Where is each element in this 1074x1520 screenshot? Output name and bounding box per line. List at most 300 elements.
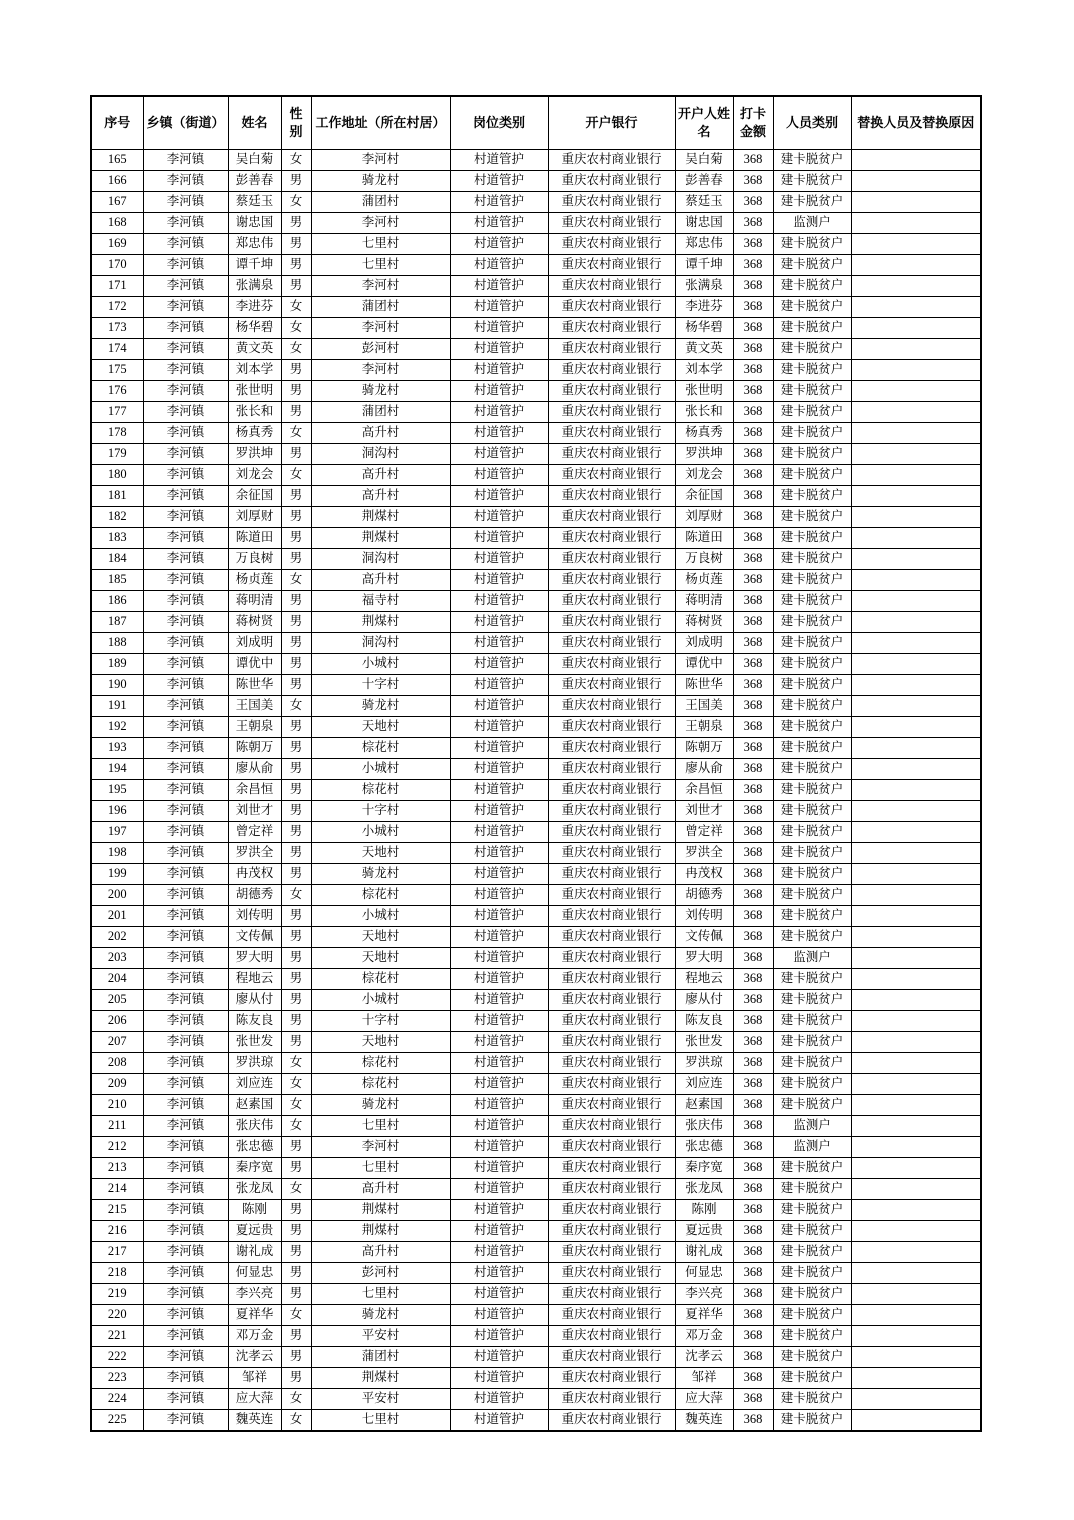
- table-cell: 杨真秀: [228, 422, 281, 443]
- table-cell: 李河村: [311, 275, 450, 296]
- table-cell: 蒲团村: [311, 401, 450, 422]
- table-cell: 178: [91, 422, 143, 443]
- table-cell: 村道管护: [450, 275, 548, 296]
- table-cell: 368: [733, 506, 773, 527]
- table-cell: 七里村: [311, 1157, 450, 1178]
- table-cell: 廖从付: [675, 989, 733, 1010]
- table-cell: 张忠德: [228, 1136, 281, 1157]
- table-row: [91, 569, 981, 590]
- table-cell: 368: [733, 611, 773, 632]
- table-cell: 张满泉: [228, 275, 281, 296]
- table-cell: 廖从付: [228, 989, 281, 1010]
- table-row: [91, 548, 981, 569]
- column-header: 打卡金额: [733, 96, 773, 149]
- table-cell: [851, 422, 981, 443]
- table-cell: 李河村: [311, 149, 450, 170]
- table-cell: 重庆农村商业银行: [548, 296, 675, 317]
- table-cell: 罗洪琼: [228, 1052, 281, 1073]
- table-cell: 194: [91, 758, 143, 779]
- table-cell: 蔡廷玉: [228, 191, 281, 212]
- table-cell: 建卡脱贫户: [773, 1010, 851, 1031]
- table-cell: 368: [733, 275, 773, 296]
- table-cell: 男: [281, 716, 311, 737]
- table-cell: 陈道田: [228, 527, 281, 548]
- table-cell: 重庆农村商业银行: [548, 1157, 675, 1178]
- table-cell: 183: [91, 527, 143, 548]
- table-cell: 村道管护: [450, 611, 548, 632]
- table-cell: 男: [281, 233, 311, 254]
- table-cell: 建卡脱贫户: [773, 338, 851, 359]
- table-cell: 190: [91, 674, 143, 695]
- table-cell: 李河镇: [143, 926, 228, 947]
- table-cell: 重庆农村商业银行: [548, 947, 675, 968]
- table-cell: 李河镇: [143, 737, 228, 758]
- table-cell: [851, 359, 981, 380]
- table-cell: 215: [91, 1199, 143, 1220]
- table-cell: 368: [733, 1346, 773, 1367]
- table-row: [91, 1388, 981, 1409]
- table-cell: [851, 653, 981, 674]
- table-cell: 天地村: [311, 1031, 450, 1052]
- table-cell: 李河镇: [143, 569, 228, 590]
- table-cell: 张世明: [228, 380, 281, 401]
- table-cell: 文传佩: [675, 926, 733, 947]
- table-cell: 刘应连: [675, 1073, 733, 1094]
- table-cell: 男: [281, 1241, 311, 1262]
- table-cell: 王国美: [228, 695, 281, 716]
- table-cell: 村道管护: [450, 170, 548, 191]
- table-cell: 村道管护: [450, 1178, 548, 1199]
- table-cell: 棕花村: [311, 737, 450, 758]
- table-cell: 368: [733, 800, 773, 821]
- table-cell: 368: [733, 569, 773, 590]
- table-cell: 193: [91, 737, 143, 758]
- table-cell: 建卡脱贫户: [773, 170, 851, 191]
- table-cell: 杨贞莲: [675, 569, 733, 590]
- table-cell: 何显忠: [228, 1262, 281, 1283]
- table-cell: 建卡脱贫户: [773, 821, 851, 842]
- table-cell: 368: [733, 758, 773, 779]
- table-cell: 368: [733, 1367, 773, 1388]
- table-cell: 李河镇: [143, 1241, 228, 1262]
- table-cell: 368: [733, 191, 773, 212]
- table-cell: 谭优中: [228, 653, 281, 674]
- table-cell: 368: [733, 821, 773, 842]
- table-cell: 村道管护: [450, 527, 548, 548]
- table-cell: [851, 1409, 981, 1431]
- table-cell: 重庆农村商业银行: [548, 569, 675, 590]
- column-header: 岗位类别: [450, 96, 548, 149]
- table-cell: 谢忠国: [228, 212, 281, 233]
- table-row: [91, 1115, 981, 1136]
- table-cell: 骑龙村: [311, 863, 450, 884]
- table-cell: 村道管护: [450, 1283, 548, 1304]
- table-cell: 村道管护: [450, 1094, 548, 1115]
- header-row: [91, 96, 981, 149]
- table-cell: 村道管护: [450, 695, 548, 716]
- table-cell: 368: [733, 779, 773, 800]
- table-cell: 杨华碧: [675, 317, 733, 338]
- table-cell: 368: [733, 1409, 773, 1431]
- table-cell: 蔡廷玉: [675, 191, 733, 212]
- table-cell: 重庆农村商业银行: [548, 380, 675, 401]
- table-cell: 邓万金: [675, 1325, 733, 1346]
- table-cell: 191: [91, 695, 143, 716]
- table-cell: 李河镇: [143, 1409, 228, 1431]
- table-cell: 村道管护: [450, 590, 548, 611]
- table-cell: 女: [281, 191, 311, 212]
- table-cell: 荆煤村: [311, 611, 450, 632]
- table-cell: 建卡脱贫户: [773, 380, 851, 401]
- table-cell: 男: [281, 674, 311, 695]
- table-cell: 建卡脱贫户: [773, 1031, 851, 1052]
- table-cell: 建卡脱贫户: [773, 1304, 851, 1325]
- table-cell: 188: [91, 632, 143, 653]
- table-cell: 368: [733, 1262, 773, 1283]
- table-cell: 郑忠伟: [228, 233, 281, 254]
- table-cell: 208: [91, 1052, 143, 1073]
- table-cell: [851, 1262, 981, 1283]
- table-cell: 建卡脱贫户: [773, 695, 851, 716]
- table-cell: 女: [281, 1388, 311, 1409]
- table-cell: 李河镇: [143, 590, 228, 611]
- table-cell: 221: [91, 1325, 143, 1346]
- table-cell: 重庆农村商业银行: [548, 506, 675, 527]
- table-cell: 秦序宽: [228, 1157, 281, 1178]
- table-cell: 魏英连: [675, 1409, 733, 1431]
- table-cell: 李河镇: [143, 1178, 228, 1199]
- table-cell: 男: [281, 926, 311, 947]
- table-row: [91, 1220, 981, 1241]
- table-cell: 李河镇: [143, 485, 228, 506]
- table-cell: 万良树: [228, 548, 281, 569]
- table-cell: 368: [733, 737, 773, 758]
- table-cell: 福寺村: [311, 590, 450, 611]
- table-cell: 小城村: [311, 905, 450, 926]
- table-cell: 王朝泉: [228, 716, 281, 737]
- table-cell: 彭善春: [675, 170, 733, 191]
- table-cell: 184: [91, 548, 143, 569]
- table-cell: 刘成明: [675, 632, 733, 653]
- column-header: 性别: [281, 96, 311, 149]
- table-cell: [851, 1367, 981, 1388]
- table-cell: 骑龙村: [311, 695, 450, 716]
- table-cell: 建卡脱贫户: [773, 275, 851, 296]
- table-row: [91, 611, 981, 632]
- table-row: [91, 275, 981, 296]
- table-cell: 368: [733, 1052, 773, 1073]
- table-cell: 重庆农村商业银行: [548, 1220, 675, 1241]
- table-cell: [851, 1304, 981, 1325]
- table-cell: 重庆农村商业银行: [548, 1367, 675, 1388]
- table-cell: 天地村: [311, 947, 450, 968]
- table-cell: 182: [91, 506, 143, 527]
- table-cell: 李进芬: [228, 296, 281, 317]
- table-cell: 蒲团村: [311, 296, 450, 317]
- table-cell: 张世明: [675, 380, 733, 401]
- table-row: [91, 1283, 981, 1304]
- table-cell: 七里村: [311, 1115, 450, 1136]
- table-cell: 男: [281, 590, 311, 611]
- table-cell: [851, 1094, 981, 1115]
- table-cell: 李河镇: [143, 1031, 228, 1052]
- table-cell: 368: [733, 632, 773, 653]
- table-cell: 168: [91, 212, 143, 233]
- table-cell: 蒋明清: [228, 590, 281, 611]
- table-cell: 李河镇: [143, 1262, 228, 1283]
- table-cell: 368: [733, 527, 773, 548]
- table-row: [91, 842, 981, 863]
- table-row: [91, 296, 981, 317]
- table-cell: 陈刚: [228, 1199, 281, 1220]
- table-cell: 李兴亮: [675, 1283, 733, 1304]
- table-cell: 195: [91, 779, 143, 800]
- table-cell: 建卡脱贫户: [773, 1367, 851, 1388]
- table-row: [91, 758, 981, 779]
- table-cell: 重庆农村商业银行: [548, 170, 675, 191]
- table-cell: 荆煤村: [311, 1199, 450, 1220]
- table-cell: 刘龙会: [675, 464, 733, 485]
- table-row: [91, 359, 981, 380]
- table-cell: 建卡脱贫户: [773, 1052, 851, 1073]
- table-cell: 张庆伟: [228, 1115, 281, 1136]
- table-cell: 男: [281, 485, 311, 506]
- table-cell: 男: [281, 800, 311, 821]
- table-cell: 建卡脱贫户: [773, 506, 851, 527]
- table-cell: 214: [91, 1178, 143, 1199]
- table-cell: 男: [281, 1283, 311, 1304]
- table-cell: 万良树: [675, 548, 733, 569]
- table-cell: 213: [91, 1157, 143, 1178]
- table-row: [91, 1010, 981, 1031]
- table-cell: 谢礼成: [675, 1241, 733, 1262]
- table-cell: [851, 506, 981, 527]
- table-row: [91, 1409, 981, 1431]
- table-cell: 建卡脱贫户: [773, 422, 851, 443]
- table-cell: 建卡脱贫户: [773, 842, 851, 863]
- table-cell: 村道管护: [450, 1388, 548, 1409]
- table-cell: 李河镇: [143, 800, 228, 821]
- table-row: [91, 674, 981, 695]
- table-cell: 村道管护: [450, 737, 548, 758]
- table-cell: 重庆农村商业银行: [548, 632, 675, 653]
- table-row: [91, 1241, 981, 1262]
- table-cell: 罗洪全: [675, 842, 733, 863]
- table-row: [91, 1325, 981, 1346]
- table-cell: [851, 989, 981, 1010]
- table-cell: 洞沟村: [311, 632, 450, 653]
- table-cell: [851, 464, 981, 485]
- table-cell: 206: [91, 1010, 143, 1031]
- table-cell: [851, 1178, 981, 1199]
- table-cell: 李河镇: [143, 464, 228, 485]
- table-cell: 男: [281, 1367, 311, 1388]
- table-cell: 建卡脱贫户: [773, 632, 851, 653]
- table-cell: 198: [91, 842, 143, 863]
- table-cell: 173: [91, 317, 143, 338]
- table-cell: 男: [281, 1010, 311, 1031]
- table-cell: 建卡脱贫户: [773, 1283, 851, 1304]
- table-cell: 罗大明: [228, 947, 281, 968]
- table-cell: 村道管护: [450, 548, 548, 569]
- table-cell: 李河镇: [143, 632, 228, 653]
- table-cell: 重庆农村商业银行: [548, 821, 675, 842]
- table-cell: 李河镇: [143, 1304, 228, 1325]
- table-cell: 邓万金: [228, 1325, 281, 1346]
- table-cell: 陈友良: [675, 1010, 733, 1031]
- table-cell: 重庆农村商业银行: [548, 485, 675, 506]
- table-cell: 高升村: [311, 1241, 450, 1262]
- table-row: [91, 821, 981, 842]
- table-cell: 陈刚: [675, 1199, 733, 1220]
- table-cell: 冉茂权: [228, 863, 281, 884]
- table-cell: 李河镇: [143, 212, 228, 233]
- table-row: [91, 926, 981, 947]
- table-cell: 李河镇: [143, 359, 228, 380]
- table-cell: 重庆农村商业银行: [548, 800, 675, 821]
- table-cell: 重庆农村商业银行: [548, 443, 675, 464]
- table-cell: 夏远贵: [228, 1220, 281, 1241]
- table-cell: 368: [733, 443, 773, 464]
- table-cell: 村道管护: [450, 1346, 548, 1367]
- table-row: [91, 380, 981, 401]
- table-cell: 211: [91, 1115, 143, 1136]
- table-cell: 廖从俞: [675, 758, 733, 779]
- table-cell: [851, 233, 981, 254]
- table-cell: 368: [733, 359, 773, 380]
- table-cell: 男: [281, 1136, 311, 1157]
- table-cell: 建卡脱贫户: [773, 359, 851, 380]
- table-cell: 建卡脱贫户: [773, 1241, 851, 1262]
- table-cell: [851, 170, 981, 191]
- table-cell: 368: [733, 548, 773, 569]
- table-cell: 建卡脱贫户: [773, 1073, 851, 1094]
- table-cell: 监测户: [773, 1115, 851, 1136]
- table-cell: 368: [733, 1325, 773, 1346]
- table-cell: 村道管护: [450, 191, 548, 212]
- table-cell: 建卡脱贫户: [773, 1178, 851, 1199]
- table-cell: 张世发: [675, 1031, 733, 1052]
- table-cell: 重庆农村商业银行: [548, 149, 675, 170]
- table-cell: 170: [91, 254, 143, 275]
- table-cell: 男: [281, 779, 311, 800]
- table-cell: 368: [733, 338, 773, 359]
- table-cell: 222: [91, 1346, 143, 1367]
- table-cell: 建卡脱贫户: [773, 317, 851, 338]
- table-cell: 368: [733, 716, 773, 737]
- table-cell: 重庆农村商业银行: [548, 1010, 675, 1031]
- table-row: [91, 800, 981, 821]
- table-cell: 男: [281, 380, 311, 401]
- table-cell: 建卡脱贫户: [773, 401, 851, 422]
- table-cell: 李河镇: [143, 1367, 228, 1388]
- table-cell: 村道管护: [450, 947, 548, 968]
- table-cell: 重庆农村商业银行: [548, 758, 675, 779]
- table-cell: 368: [733, 1136, 773, 1157]
- table-cell: 建卡脱贫户: [773, 464, 851, 485]
- table-cell: 李河镇: [143, 1199, 228, 1220]
- table-cell: 男: [281, 212, 311, 233]
- table-cell: 李河镇: [143, 1283, 228, 1304]
- table-cell: 邹祥: [228, 1367, 281, 1388]
- table-cell: 李河镇: [143, 863, 228, 884]
- table-cell: 重庆农村商业银行: [548, 254, 675, 275]
- table-cell: 十字村: [311, 800, 450, 821]
- table-cell: [851, 842, 981, 863]
- table-cell: 176: [91, 380, 143, 401]
- table-cell: 重庆农村商业银行: [548, 359, 675, 380]
- table-cell: [851, 1220, 981, 1241]
- table-cell: [851, 716, 981, 737]
- table-cell: 重庆农村商业银行: [548, 1094, 675, 1115]
- table-cell: 重庆农村商业银行: [548, 674, 675, 695]
- table-cell: 李河镇: [143, 1157, 228, 1178]
- table-cell: 男: [281, 758, 311, 779]
- table-cell: 程地云: [675, 968, 733, 989]
- table-cell: 女: [281, 695, 311, 716]
- table-cell: 186: [91, 590, 143, 611]
- table-cell: 167: [91, 191, 143, 212]
- table-cell: 女: [281, 1409, 311, 1431]
- table-cell: 男: [281, 1157, 311, 1178]
- table-cell: 197: [91, 821, 143, 842]
- table-cell: 175: [91, 359, 143, 380]
- table-cell: 村道管护: [450, 1220, 548, 1241]
- column-header: 人员类别: [773, 96, 851, 149]
- table-cell: 219: [91, 1283, 143, 1304]
- table-cell: [851, 485, 981, 506]
- column-header: 工作地址（所在村居）: [311, 96, 450, 149]
- table-cell: 棕花村: [311, 1073, 450, 1094]
- table-cell: 刘成明: [228, 632, 281, 653]
- table-row: [91, 863, 981, 884]
- table-cell: 村道管护: [450, 989, 548, 1010]
- table-cell: 201: [91, 905, 143, 926]
- table-cell: 杨真秀: [675, 422, 733, 443]
- table-cell: 女: [281, 1304, 311, 1325]
- table-row: [91, 716, 981, 737]
- table-cell: [851, 1052, 981, 1073]
- table-row: [91, 1367, 981, 1388]
- table-cell: 368: [733, 1073, 773, 1094]
- table-cell: 重庆农村商业银行: [548, 1304, 675, 1325]
- table-row: [91, 779, 981, 800]
- table-cell: 沈孝云: [228, 1346, 281, 1367]
- table-cell: 368: [733, 170, 773, 191]
- table-cell: 建卡脱贫户: [773, 254, 851, 275]
- table-cell: 368: [733, 1094, 773, 1115]
- table-cell: 小城村: [311, 653, 450, 674]
- table-cell: 张龙凤: [675, 1178, 733, 1199]
- table-cell: [851, 863, 981, 884]
- table-row: [91, 401, 981, 422]
- table-cell: 村道管护: [450, 968, 548, 989]
- table-cell: 村道管护: [450, 842, 548, 863]
- table-cell: 368: [733, 968, 773, 989]
- table-cell: 179: [91, 443, 143, 464]
- table-cell: 建卡脱贫户: [773, 233, 851, 254]
- table-body: [91, 149, 981, 1431]
- table-cell: 村道管护: [450, 569, 548, 590]
- table-cell: 重庆农村商业银行: [548, 1115, 675, 1136]
- table-cell: 建卡脱贫户: [773, 485, 851, 506]
- table-cell: 七里村: [311, 1409, 450, 1431]
- column-header: 序号: [91, 96, 143, 149]
- table-cell: 余昌恒: [675, 779, 733, 800]
- table-row: [91, 989, 981, 1010]
- table-cell: 建卡脱贫户: [773, 884, 851, 905]
- table-cell: 曾定祥: [675, 821, 733, 842]
